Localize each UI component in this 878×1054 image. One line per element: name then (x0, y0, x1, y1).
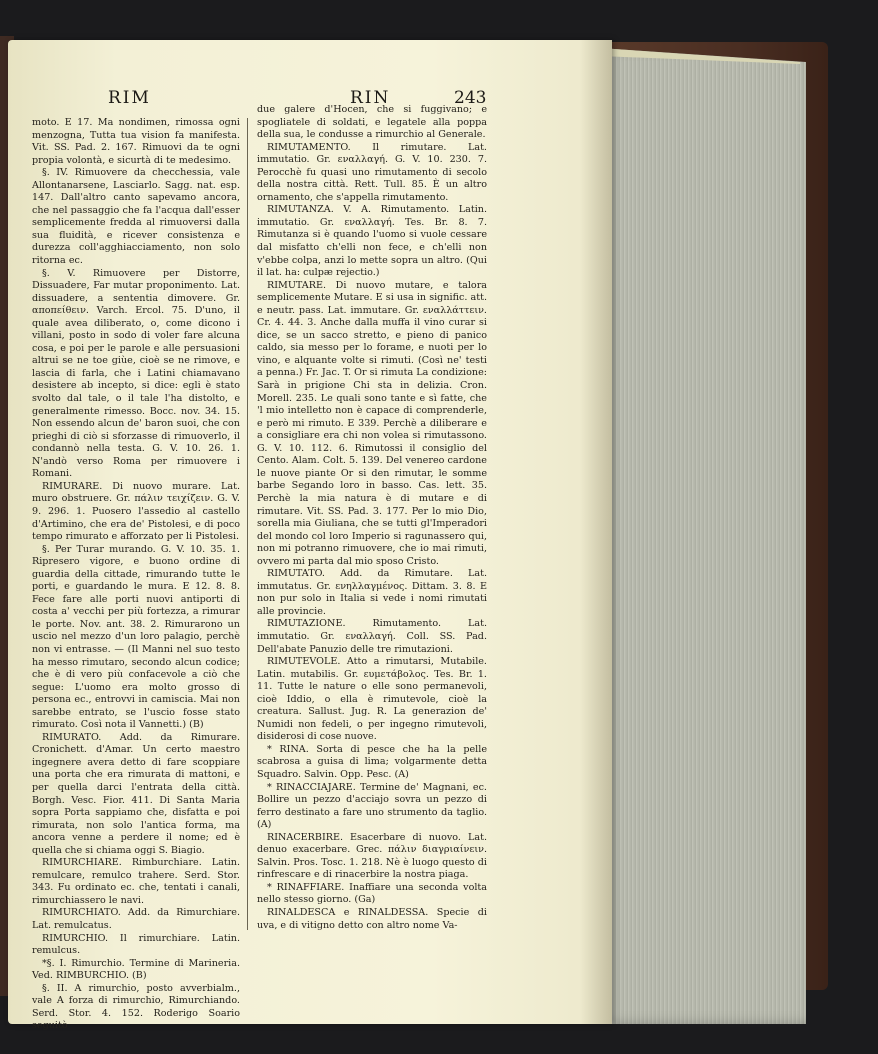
right-paragraph: RINACERBIRE. Esacerbare di nuovo. Lat. denuo exacerbare. Grec. πάλιν διαγριαίνειν. Salvin. Pros. Tosc. 1. 218. Nè è luogo questo di rinfrescare e di rinacerbire la nostra piaga. (257, 831, 487, 881)
right-paragraph: * RINAFFIARE. Inaffiare una seconda volta nello stesso giorno. (Ga) (257, 881, 487, 906)
right-paragraph: RIMUTANZA. V. A. Rimutamento. Latin. immutatio. Gr. εναλλαγή. Tes. Br. 8. 7. Rimutanza si è quando l'uomo si vuole cessare dal misfatto ch'elli non fece, e ch'elli non v'ebbe colpa, anzi lo mette sopra un altro. (Qui il lat. ha: culpæ rejectio.) (257, 204, 487, 279)
left-paragraph: RIMURCHIARE. Rimburchiare. Latin. remulcare, remulco trahere. Serd. Stor. 343. Fu ordinato ec. che, tentati i canali, rimurchiassero le navi. (32, 857, 240, 906)
left-paragraph: RIMURATO. Add. da Rimurare. Cronichett. d'Amar. Un certo maestro ingegnere avera detto di fare scoppiare una porta che era rimurata di mattoni, e per quella darci l'entrata della città. Borgh. Vesc. Fior. 411. Di Santa Maria sopra Porta sappiamo che, disfatta e poi rimurata, non solo l'antica forma, ma ancora venne a perdere il nome; ed è quella che si chiama oggi S. Biagio. (32, 731, 240, 856)
page-number: 243 (454, 88, 487, 108)
right-paragraph: due galere d'Hocen, che si fuggivano; e spogliatele di soldati, e legatele alla poppa della sua, le condusse a rimurchio al Generale. (257, 104, 487, 141)
right-paragraph: RINALDESCA e RINALDESSA. Specie di uva, e di vitigno detto con altro nome Va- (257, 907, 487, 931)
right-paragraph: RIMUTATO. Add. da Rimutare. Lat. immutatus. Gr. ενηλλαγμένος. Dittam. 3. 8. E non pur solo in Italia si vede i nomi rimutati alle provincie. (257, 568, 487, 617)
right-paragraph: * RINA. Sorta di pesce che ha la pelle scabrosa a guisa di lima; volgarmente detta Squadro. Salvin. Opp. Pesc. (A) (257, 743, 487, 780)
running-head-left: RIM (108, 88, 151, 108)
right-paragraph: RIMUTAMENTO. Il rimutare. Lat. immutatio. Gr. εναλλαγή. G. V. 10. 230. 7. Perocchè fu quasi uno rimutamento di secolo della nostra città. Rett. Tull. 85. È un altro ornamento, che s'appella rimutamento. (257, 141, 487, 203)
column-divider (247, 118, 248, 930)
page-edges (600, 48, 806, 1024)
left-paragraph: RIMURARE. Di nuovo murare. Lat. muro obstruere. Gr. πάλιν τειχίζειν. G. V. 9. 296. 1. Puosero l'assedio al castello d'Artimino, che era de' Pistolesi, e di poco tempo rimurato e afforzato per li Pistolesi. (32, 480, 240, 543)
right-column (257, 104, 487, 932)
right-paragraph: * RINACCIAJARE. Termine de' Magnani, ec. Bollire un pezzo d'acciajo sovra un pezzo di ferro destinato a fare uno strumento da taglio. (A) (257, 781, 487, 831)
left-paragraph: §. Per Turar murando. G. V. 10. 35. 1. Ripresero vigore, e buono ordine di guardia della cittade, rimurando tutte le porti, e guardando le mura. E 12. 8. 8. Fece fare alle porti nuovi antiporti di costa a' vecchi per più fortezza, a rimurar le porte. Nov. ant. 38. 2. Rimurarono un uscio nel mezzo d'un loro palagio, perchè non vi entrasse. — (Il Manni nel suo testo ha messo rimutaro, secondo alcun codice; che è di vero più confacevole a ciò che segue: L'uomo era molto grosso di persona ec., entrovvi in camiscia. Mai non sarebbe entrato, se l'uscio fosse stato rimurato. Così nota il Vannetti.) (B) (32, 543, 240, 731)
right-paragraph: RIMUTARE. Di nuovo mutare, e talora semplicemente Mutare. E si usa in signific. att. e neutr. pass. Lat. immutare. Gr. εναλλάττειν. Cr. 4. 44. 3. Anche dalla muffa il vino curar si dice, se un sacco stretto, e pieno di panico caldo, sia messo per lo forame, e nuoti per lo vino, e alquante volte si rimuti. (Così ne' testi a penna.) Fr. Jac. T. Or si rimuta La condizione: Sarà in prigione Chi sta in delizia. Cron. Morell. 235. Le quali sono tante e sì fatte, che 'l mio intelletto non è capace di comprenderle, e però mi rimuto. E 339. Perchè a diliberare e a consigliare era chi non volea si rimutassono. G. V. 10. 112. 6. Rimutossi il consiglio del Cento. Alam. Colt. 5. 139. Del venereo cardone le nuove piante Or si den rimutar, le somme barbe Segando loro in basso. Cas. lett. 35. Perchè la mia natura è di mutare e di rimutare. Vit. SS. Pad. 3. 177. Per lo mio Dio, sorella mia Giuliana, che se tutti gl'Imperadori del mondo col loro Imperio si ragunassero qui, non mi potranno rimuovere, che io mai rimuti, ovvero mi parta dal mio sposo Cristo. (257, 279, 487, 567)
left-paragraph: §. IV. Rimuovere da checchessia, vale Allontanarsene, Lasciarlo. Sagg. nat. esp. 147. Dall'altro canto sapevamo ancora, che nel passaggio che fa l'acqua dall'esser semplicemente fredda al rimuoversi dalla sua fluidità, e ricever consistenza e durezza coll'agghiacciamento, non solo ritorna ec. (32, 167, 240, 267)
left-column (32, 117, 240, 1033)
left-paragraph: RIMURCHIATO. Add. da Rimurchiare. Lat. remulcatus. (32, 907, 240, 931)
left-paragraph: RIMURCHIO. Il rimurchiare. Latin. remulcus. (32, 932, 240, 957)
right-paragraph: RIMUTEVOLE. Atto a rimutarsi, Mutabile. Latin. mutabilis. Gr. ευμετάβολος. Tes. Br. 1. 11. Tutte le nature o elle sono permanevoli, cioè Iddio, o ella è rimutevole, cioè la creatura. Sallust. Jug. R. La generazion de' Numidi non fedeli, o per ingegno rimutevoli, disiderosi di cose nuove. (257, 656, 487, 743)
left-paragraph: §. II. A rimurchio, posto avverbialm., vale A forza di rimurchio, Rimurchiando. Serd. Stor. 4. 152. Roderigo Soario seguitò (32, 982, 240, 1032)
left-paragraph: moto. E 17. Ma nondimen, rimossa ogni menzogna, Tutta tua vision fa manifesta. Vit. SS. Pad. 2. 167. Rimuovi da te ogni propia volontà, e sicurtà di te medesimo. (32, 117, 240, 166)
right-paragraph: RIMUTAZIONE. Rimutamento. Lat. immutatio. Gr. εναλλαγή. Coll. SS. Pad. Dell'abate Panuzio delle tre rimutazioni. (257, 618, 487, 655)
left-paragraph: §. V. Rimuovere per Distorre, Dissuadere, Far mutar proponimento. Lat. dissuadere, a sententia dimovere. Gr. αποπείθειν. Varch. Ercol. 75. D'uno, il quale avea diliberato, o, come dicono i villani, posto in sodo di voler fare alcuna cosa, e poi per le parole e alle persuasioni altrui se ne toe giùe, cioè se ne rimove, e lascia di farla, che i Latini chiamavano desistere ab incepto, si dice: egli è stato svolto dal tale, o il tale l'ha distolto, e generalmente rimesso. Bocc. nov. 34. 15. Non essendo alcun de' baron suoi, che con prieghi di ciò si sforzasse di rimuoverlo, il condannò nella testa. G. V. 10. 26. 1. N'andò verso Roma per rimuovere i Romani. (32, 267, 240, 480)
gutter-shadow (580, 40, 612, 1024)
running-head-right: RIN (350, 88, 391, 108)
left-paragraph: *§. I. Rimurchio. Termine di Marineria. Ved. RIMBURCHIO. (B) (32, 957, 240, 982)
